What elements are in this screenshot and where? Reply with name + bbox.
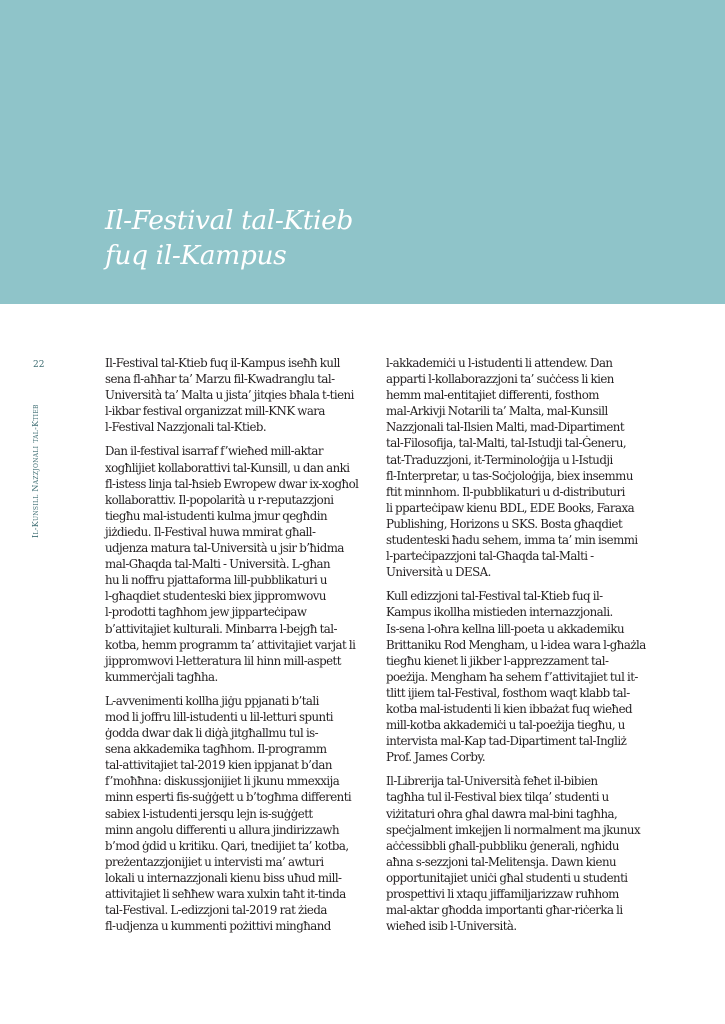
text-line: li pparteċipaw kienu BDL, EDE Books, Faraxa [386, 500, 635, 515]
text-line: tagħha tul il-Festival biex tilqa’ studenti u [386, 790, 609, 805]
text-line: Università ta’ Malta u jista’ jitqies bħala t-tieni [105, 388, 354, 403]
text-line: l-prodotti tagħhom jew jipparteċipaw [105, 605, 307, 620]
text-line: Kampus ikollha mistieden internazzjonali. [386, 605, 613, 620]
text-line: xogħlijiet kollaborattivi tal-Kunsill, u dan anki [105, 460, 350, 475]
text-line: udjenza matura tal-Università u jsir b’ħidma [105, 541, 344, 556]
text-line: tiegħu kienet li jikber l-apprezzament tal- [386, 653, 609, 668]
text-line: Il-Librerija tal-Università feħet il-bibien [386, 774, 598, 789]
text-line: prospettivi li xtaqu jiffamiljarizzaw ruħhom [386, 887, 619, 901]
text-line: aċċessibbli għall-pubbliku ġenerali, ngħidu [386, 838, 619, 853]
page-number: 22 [33, 360, 45, 370]
text-line: minn esperti fis-suġġett u b’togħma differenti [105, 790, 352, 805]
text-line: Brittaniku Rod Mengham, u l-idea wara l-għażla [386, 637, 646, 652]
text-line: Università u DESA. [386, 565, 491, 580]
text-line: minn angolu differenti u allura jindirizzawh [105, 822, 340, 837]
text-line: Dan il-festival isarraf f’wieħed mill-aktar [105, 444, 323, 459]
paragraph [386, 355, 678, 580]
text-line: tlitt ijiem tal-Festival, fosthom waqt klabb tal- [386, 685, 630, 700]
text-line: l-akkademiċi u l-istudenti li attendew. Dan [386, 356, 613, 370]
paragraph [105, 693, 397, 934]
page-title [105, 203, 353, 273]
text-line: tat-Traduzzjoni, it-Terminoloġija u l-Istudji [386, 452, 613, 467]
text-line: mod li joffru lill-istudenti u lil-letturi spunti [105, 709, 334, 724]
text-line: tiegħu mal-istudenti kulma jmur qegħdin [105, 508, 328, 523]
text-line: sena akkademika tagħhom. Il-programm [105, 742, 327, 757]
text-line: aħna s-sezzjoni tal-Melitensja. Dawn kienu [386, 854, 617, 869]
text-line: hemm mal-entitajiet differenti, fosthom [386, 388, 599, 403]
text-line: f’moħħna: diskussjonijiet li jkunu mmexxija [105, 774, 340, 789]
text-line: lokali u internazzjonali kienu biss uħud mill- [105, 870, 342, 885]
text-line: b’mod ġdid u kritiku. Qari, tnedijiet ta’ kotba, [105, 838, 349, 853]
text-line: mill-kotba akkademiċi u tal-poeżija tiegħu, u [386, 718, 625, 733]
text-line: Nazzjonali tal-Ilsien Malti, mad-Dipartiment [386, 420, 625, 435]
text-line: ftit minnhom. Il-pubblikaturi u d-distributuri [386, 484, 625, 499]
text-line: kotba, hemm programm ta’ attivitajiet varjat li [105, 637, 356, 652]
text-line: sena fl-aħħar ta’ Marzu fil-Kwadranglu tal- [105, 372, 335, 387]
text-line: L-avvenimenti kollha jiġu ppjanati b’tali [105, 693, 319, 708]
text-line: b’attivitajiet kulturali. Minbarra l-bejgħ tal- [105, 621, 337, 636]
text-line: tal-Filosofija, tal-Malti, tal-Istudji tal-Ġeneru, [386, 436, 627, 451]
text-line: kummerċjali tagħha. [105, 669, 218, 684]
text-line: poeżija. Mengham ħa sehem f’attivitajiet tul it- [386, 669, 638, 684]
paragraph [386, 588, 678, 765]
text-line: studenteski ħadu sehem, imma ta’ min isemmi [386, 533, 638, 548]
text-line: tal-attivitajiet tal-2019 kien ippjanat b’dan [105, 758, 332, 773]
text-line: hu li noffru pjattaforma lill-pubblikaturi u [105, 573, 327, 588]
text-line: Kull edizzjoni tal-Festival tal-Ktieb fuq il- [386, 589, 603, 604]
text-line: wieħed isib l-Università. [386, 919, 517, 934]
text-line: jiżdiedu. Il-Festival huwa mmirat għall- [105, 524, 316, 539]
text-line: Publishing, Horizons u SKS. Bosta għaqdiet [386, 516, 623, 531]
text-line: mal-aktar għodda importanti għar-riċerka li [386, 903, 623, 918]
paragraph [105, 443, 397, 684]
text-line: Il-Festival tal-Ktieb fuq il-Kampus iseħħ kull [105, 356, 340, 370]
text-line: tal-Festival. L-edizzjoni tal-2019 rat żieda [105, 903, 327, 918]
text-line: jippromwovi l-letteratura lil hinn mill-aspett [105, 653, 341, 668]
text-line: kotba mal-istudenti li kien ibbażat fuq wieħed [386, 701, 633, 716]
paragraph [105, 355, 397, 435]
text-line: opportunitajiet uniċi għal studenti u studenti [386, 870, 628, 885]
text-line: viżitaturi oħra għal dawra mal-bini tagħha, [386, 806, 618, 821]
text-line: l-ikbar festival organizzat mill-KNK wara [105, 404, 325, 419]
text-line: mal-Għaqda tal-Malti - Università. L-għan [105, 557, 331, 572]
title-line: fuq il-Kampus [105, 240, 287, 271]
text-line: mal-Arkivji Notarili ta’ Malta, mal-Kunsill [386, 404, 608, 419]
text-line: ġodda dwar dak li diġà jitgħallmu tul is- [105, 726, 319, 741]
left-column [105, 355, 397, 942]
text-line: apparti l-kollaborazzjoni ta’ suċċess li kien [386, 372, 614, 387]
text-line: sabiex l-istudenti jersqu lejn is-suġġett [105, 806, 313, 821]
text-line: attivitajiet li seħħew wara xulxin taħt it-tinda [105, 887, 346, 901]
text-line: Is-sena l-oħra kellna lill-poeta u akkademiku [386, 621, 624, 636]
text-line: speċjalment imkejjen li normalment ma jkunux [386, 822, 641, 837]
text-line: fl-Interpretar, u tas-Soċjoloġija, biex insemmu [386, 468, 633, 483]
text-line: preżentazzjonijiet u intervisti ma’ awturi [105, 854, 324, 869]
text-line: intervista mal-Kap tad-Dipartiment tal-Ingliż [386, 734, 627, 749]
text-line: kollaborattiv. Il-popolarità u r-reputazzjoni [105, 492, 334, 507]
text-line: l-Festival Nazzjonali tal-Ktieb. [105, 420, 267, 435]
text-line: l-parteċipazzjoni tal-Għaqda tal-Malti - [386, 549, 594, 564]
text-line: fl-udjenza u kummenti pożittivi mingħand [105, 919, 331, 934]
right-column [386, 355, 678, 942]
text-line: fl-istess linja tal-ħsieb Ewropew dwar ix-xogħol [105, 476, 359, 491]
running-head-text: Il-Kunsill Nazzjonali tal-Ktieb [31, 404, 40, 538]
title-line: Il-Festival tal-Ktieb [105, 205, 353, 236]
text-line: Prof. James Corby. [386, 750, 486, 765]
paragraph [386, 773, 678, 934]
text-line: l-għaqdiet studenteski biex jippromwovu [105, 589, 326, 604]
